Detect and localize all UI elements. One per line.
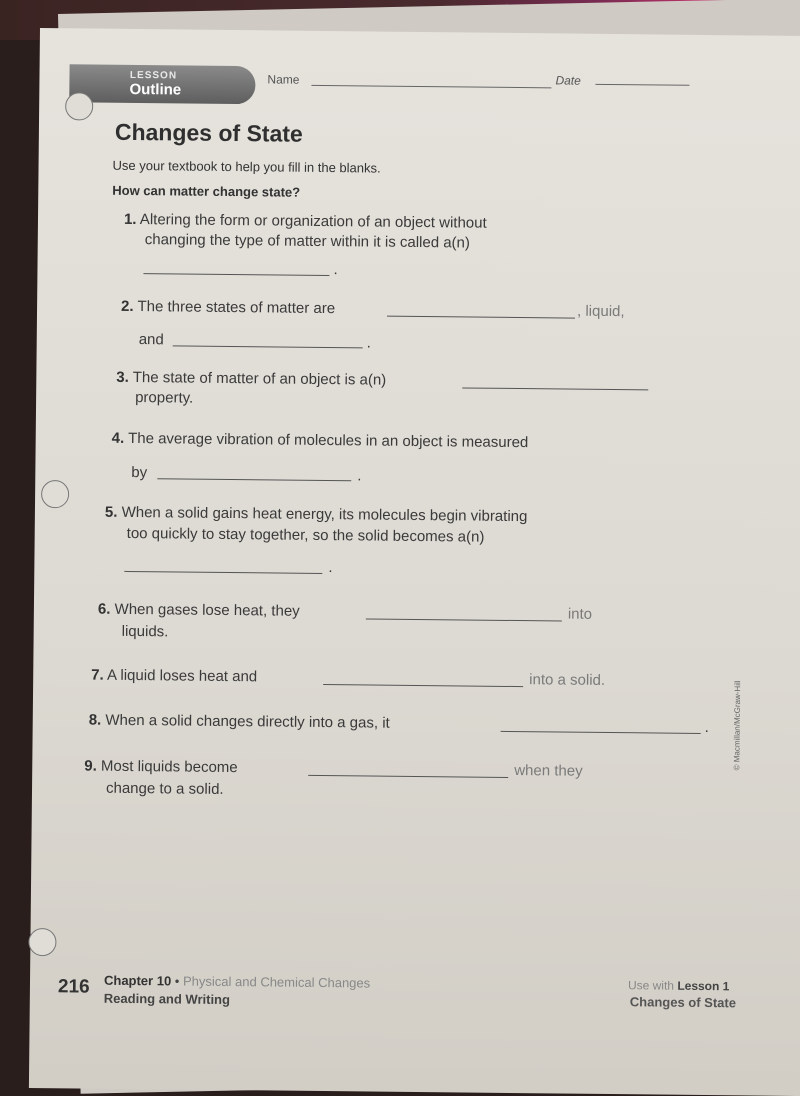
answer-blank-4[interactable]: [157, 478, 351, 481]
page-number: 216: [57, 976, 90, 998]
question-3-line2: [135, 388, 193, 409]
copyright-text: © Macmillan/McGraw-Hill: [732, 680, 743, 771]
question-text: The three states of matter are: [137, 298, 336, 318]
question-text: When a solid gains heat energy, its molecules begin vibrating: [121, 503, 528, 526]
binder-hole-bottom: [28, 928, 56, 956]
footer-lesson-title: Changes of State: [629, 994, 737, 1011]
date-label: Date: [555, 73, 581, 88]
question-text: When a solid changes directly into a gas, it: [105, 711, 390, 732]
lesson-label: Lesson 1: [677, 978, 730, 994]
question-9-continued: [514, 761, 583, 782]
punctuation: .: [328, 559, 333, 577]
question-text: into a solid.: [529, 671, 606, 689]
answer-blank-9[interactable]: [308, 775, 508, 778]
question-number: 5.: [104, 503, 118, 521]
question-number: 4.: [111, 429, 125, 447]
footer-reading-writing: Reading and Writing: [103, 990, 231, 1008]
answer-blank-7[interactable]: [323, 684, 523, 687]
question-number: 8.: [88, 711, 102, 729]
punctuation: .: [357, 467, 362, 485]
question-6-continued: [568, 605, 592, 625]
question-2-continued: [577, 302, 625, 322]
question-2-line2: [139, 330, 164, 350]
question-number: 7.: [91, 666, 104, 684]
question-text: changing the type of matter within it is called a(n): [144, 231, 471, 252]
tab-outline-text: Outline: [129, 80, 182, 99]
question-text: Altering the form or organization of an object without: [139, 211, 487, 232]
question-text: The average vibration of molecules in an object is measured: [128, 429, 529, 452]
footer-use-with: [628, 978, 730, 993]
answer-blank-3[interactable]: [462, 387, 648, 390]
chapter-label: Chapter 10: [103, 972, 172, 989]
lesson-outline-tab: [69, 64, 255, 104]
question-text: change to a solid.: [105, 779, 224, 798]
answer-blank-6[interactable]: [366, 618, 562, 621]
footer-chapter: [104, 973, 370, 991]
question-text: when they: [514, 762, 583, 780]
question-text: and: [138, 331, 164, 349]
instruction-text: Use your textbook to help you fill in the blanks.: [112, 157, 381, 176]
separator: •: [174, 973, 180, 989]
date-field-line[interactable]: [595, 84, 689, 86]
binder-hole-top: [65, 92, 93, 120]
question-3: [116, 368, 386, 391]
question-number: 2.: [121, 297, 134, 315]
question-7-continued: [529, 670, 605, 691]
question-text: Most liquids become: [100, 757, 238, 777]
question-6: [98, 600, 300, 622]
answer-blank-5[interactable]: [124, 571, 322, 574]
question-text: When gases lose heat, they: [114, 600, 300, 620]
worksheet-page: [29, 28, 800, 1096]
question-text: property.: [135, 389, 194, 407]
section-heading: How can matter change state?: [112, 182, 301, 200]
answer-blank-2b[interactable]: [173, 345, 363, 348]
answer-blank-2a[interactable]: [387, 316, 575, 319]
question-2-period: [367, 333, 371, 353]
binder-hole-middle: [41, 480, 69, 508]
question-number: 3.: [116, 368, 129, 386]
question-5-period: [328, 558, 332, 578]
question-number: 9.: [84, 757, 97, 775]
use-with-label: Use with: [627, 978, 675, 993]
punctuation: .: [333, 261, 338, 279]
question-text: too quickly to stay together, so the solid becomes a(n): [126, 524, 485, 546]
question-text: into: [567, 605, 593, 623]
question-5-line2: [127, 524, 485, 548]
question-4-period: [357, 466, 361, 486]
question-2: [121, 297, 335, 319]
chapter-topic: Physical and Chemical Changes: [182, 973, 371, 991]
question-6-line2: [122, 622, 169, 642]
question-4: [112, 429, 529, 453]
name-label: Name: [267, 72, 300, 87]
question-7: [91, 666, 257, 688]
question-1-line2: [145, 230, 470, 253]
question-number: 1.: [123, 210, 137, 229]
question-8-period: [705, 718, 709, 738]
question-text: The state of matter of an object is a(n): [132, 368, 387, 389]
question-4-line2: [131, 463, 147, 483]
tab-lesson-text: LESSON: [129, 69, 178, 82]
punctuation: .: [704, 718, 709, 737]
question-9-line2: [106, 779, 224, 800]
question-text: , liquid,: [576, 302, 625, 321]
question-text: liquids.: [121, 622, 169, 641]
answer-blank-1[interactable]: [143, 273, 329, 276]
answer-blank-8[interactable]: [501, 731, 701, 734]
question-8: [89, 711, 390, 734]
question-9: [84, 757, 238, 779]
name-field-line[interactable]: [311, 85, 551, 89]
question-number: 6.: [97, 600, 111, 618]
question-text: by: [131, 463, 148, 482]
question-1-period: [333, 260, 337, 280]
punctuation: .: [366, 334, 371, 352]
question-text: A liquid loses heat and: [106, 666, 258, 686]
page-title: Changes of State: [114, 118, 303, 147]
